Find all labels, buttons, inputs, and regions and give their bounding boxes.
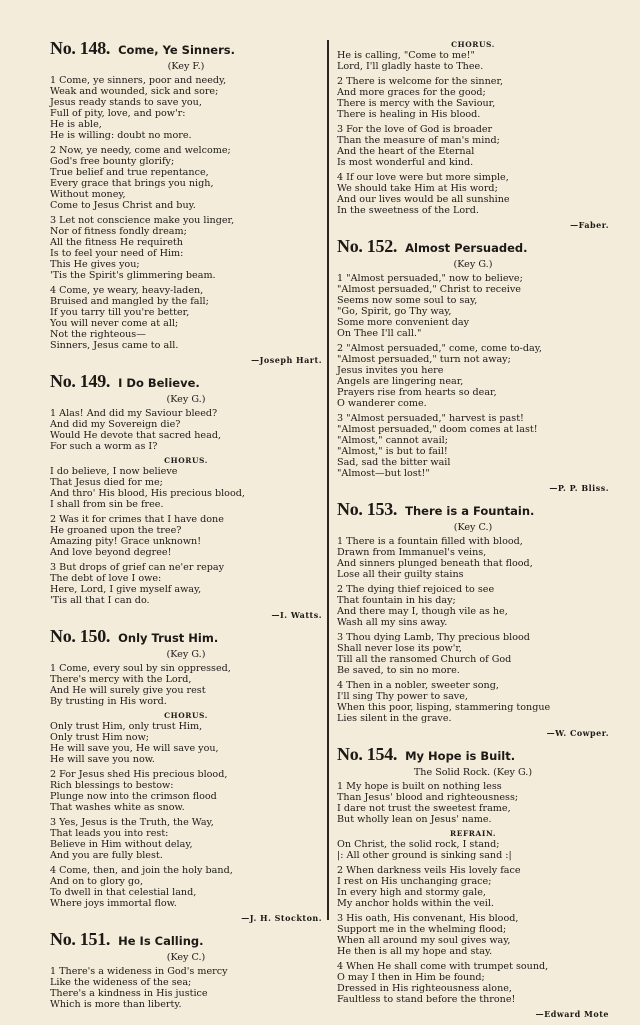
verse-line: By trusting in His word. [50, 696, 167, 707]
hymn-author: —Faber. [570, 220, 609, 230]
verse-line: He is willing: doubt no more. [50, 130, 192, 141]
hymn-header [50, 626, 322, 647]
chorus-line: Only trust Him, only trust Him, [50, 721, 203, 732]
hymn-title: Come, Ye Sinners. [118, 43, 235, 57]
verse-line: Dressed in His righteousness alone, [337, 983, 512, 994]
hymn-header [50, 38, 322, 59]
chorus-label: REFRAIN. [449, 829, 496, 838]
chorus-label: CHORUS. [451, 40, 495, 49]
verse-line: 3 Yes, Jesus is the Truth, the Way, [50, 817, 214, 828]
hymn-number: No. 153. [337, 499, 398, 519]
chorus-line: He is calling, "Come to me!" [337, 50, 475, 61]
stanza [337, 413, 609, 479]
verse-line: There is healing in His blood. [337, 109, 481, 120]
hymn-key: (Key G.) [166, 394, 206, 405]
verse-line: God's free bounty glorify; [50, 156, 175, 167]
verse-line: "Almost persuaded," Christ to receive [337, 284, 521, 295]
chorus-line: I shall from sin be free. [50, 499, 164, 510]
stanza [50, 817, 322, 861]
left-column [50, 38, 322, 1016]
verse-line: You will never come at all; [50, 318, 179, 329]
hymn [50, 371, 322, 620]
verse-line: 3 Thou dying Lamb, Thy precious blood [337, 632, 530, 643]
verse-line: 2 The dying thief rejoiced to see [337, 584, 495, 595]
verse-line: There's mercy with the Lord, [50, 674, 192, 685]
stanza [337, 865, 609, 909]
chorus [50, 721, 322, 765]
verse-line: 'Tis the Spirit's glimmering beam. [50, 270, 216, 281]
verse-line: Jesus invites you here [337, 365, 444, 376]
chorus-line: |: All other ground is sinking sand :| [337, 850, 512, 861]
hymn-author: —I. Watts. [271, 610, 322, 620]
hymn-title: There is a Fountain. [405, 504, 535, 518]
verse-line: That washes white as snow. [50, 802, 185, 813]
hymn-header [337, 236, 609, 257]
stanza [50, 285, 322, 351]
verse-line: "Almost," cannot avail; [337, 435, 448, 446]
verse-line: Some more convenient day [337, 317, 470, 328]
verse-line: Lose all their guilty stains [337, 569, 464, 580]
verse-line: 2 When darkness veils His lovely face [337, 865, 521, 876]
hymn-number: No. 154. [337, 744, 398, 764]
hymn-continued [337, 40, 609, 230]
verse-line: I'll sing Thy power to save, [337, 691, 468, 702]
stanza [50, 514, 322, 558]
stanza [337, 536, 609, 580]
verse-line: 3 Let not conscience make you linger, [50, 215, 235, 226]
hymn [337, 744, 609, 1019]
verse-line: 2 Now, ye needy, come and welcome; [50, 145, 231, 156]
stanza [50, 865, 322, 909]
stanza [50, 408, 322, 452]
verse-line: And you are fully blest. [50, 850, 163, 861]
verse-line: In every high and stormy gale, [337, 887, 486, 898]
verse-line: "Almost persuaded," doom comes at last! [337, 424, 538, 435]
stanza [337, 584, 609, 628]
verse-line: I dare not trust the sweetest frame, [337, 803, 511, 814]
verse-line: Believe in Him without delay, [50, 839, 193, 850]
verse-line: That leads you into rest: [50, 828, 169, 839]
verse-line: And there may I, though vile as he, [337, 606, 508, 617]
verse-line: 2 For Jesus shed His precious blood, [50, 769, 228, 780]
verse-line: There is mercy with the Saviour, [337, 98, 496, 109]
verse-line: Weak and wounded, sick and sore; [50, 86, 219, 97]
hymn-author: —Edward Mote [535, 1009, 609, 1019]
hymn-key: (Key C.) [453, 522, 493, 533]
hymn-author: —J. H. Stockton. [241, 913, 322, 923]
hymn-author: —Joseph Hart. [251, 355, 322, 365]
verse-line: Seems now some soul to say, [337, 295, 478, 306]
verse-line: Like the wideness of the sea; [50, 977, 192, 988]
hymn-title: Almost Persuaded. [405, 241, 528, 255]
verse-line: The debt of love I owe: [50, 573, 162, 584]
verse-line: 2 "Almost persuaded," come, come to-day, [337, 343, 542, 354]
verse-line: 1 There is a fountain filled with blood, [337, 536, 523, 547]
stanza [337, 76, 609, 120]
hymn-key: (Key G.) [166, 649, 206, 660]
verse-line: This He gives you; [50, 259, 140, 270]
verse-line: Shall never lose its pow'r, [337, 643, 462, 654]
verse-line: He groaned upon the tree? [50, 525, 182, 536]
hymn-header [50, 929, 322, 950]
verse-line: 3 But drops of grief can ne'er repay [50, 562, 225, 573]
verse-line: If you tarry till you're better, [50, 307, 190, 318]
stanza [337, 913, 609, 957]
verse-line: Come to Jesus Christ and buy. [50, 200, 196, 211]
chorus-line: That Jesus died for me; [50, 477, 163, 488]
verse-line: 4 Come, then, and join the holy band, [50, 865, 233, 876]
hymn-number: No. 151. [50, 929, 111, 949]
stanza [337, 343, 609, 409]
verse-line: Bruised and mangled by the fall; [50, 296, 209, 307]
verse-line: Where joys immortal flow. [50, 898, 177, 909]
verse-line: True belief and true repentance, [50, 167, 209, 178]
chorus [337, 839, 609, 861]
verse-line: 1 Come, every soul by sin oppressed, [50, 663, 231, 674]
verse-line: Drawn from Immanuel's veins, [337, 547, 487, 558]
verse-line: There's a kindness in His justice [50, 988, 208, 999]
verse-line: When all around my soul gives way, [337, 935, 511, 946]
chorus-line: On Christ, the solid rock, I stand; [337, 839, 500, 850]
verse-line: 2 There is welcome for the sinner, [337, 76, 504, 87]
stanza [50, 145, 322, 211]
verse-line: And the heart of the Eternal [337, 146, 475, 157]
hymn-header [337, 744, 609, 765]
stanza [337, 632, 609, 676]
stanza [337, 781, 609, 825]
verse-line: Than Jesus' blood and righteousness; [337, 792, 519, 803]
hymn-key: (Key F.) [167, 61, 205, 72]
verse-line: "Go, Spirit, go Thy way, [337, 306, 452, 317]
verse-line: Which is more than liberty. [50, 999, 182, 1010]
verse-line: 1 "Almost persuaded," now to believe; [337, 273, 523, 284]
verse-line: That fountain in his day; [337, 595, 456, 606]
chorus-label: CHORUS. [164, 456, 208, 465]
hymn-key: (Key G.) [453, 259, 493, 270]
column-divider [327, 40, 329, 920]
verse-line: On Thee I'll call." [337, 328, 422, 339]
verse-line: Amazing pity! Grace unknown! [50, 536, 202, 547]
verse-line: When this poor, lisping, stammering tongue [337, 702, 551, 713]
hymn-author: —P. P. Bliss. [549, 483, 609, 493]
hymn-header [337, 499, 609, 520]
verse-line: "Almost—but lost!" [337, 468, 430, 479]
verse-line: Without money, [50, 189, 126, 200]
verse-line: In the sweetness of the Lord. [337, 205, 479, 216]
verse-line: My anchor holds within the veil. [337, 898, 494, 909]
verse-line: Plunge now into the crimson flood [50, 791, 217, 802]
verse-line: Nor of fitness fondly dream; [50, 226, 187, 237]
verse-line: 1 There's a wideness in God's mercy [50, 966, 228, 977]
stanza [337, 961, 609, 1005]
verse-line: Support me in the whelming flood; [337, 924, 507, 935]
hymn [50, 929, 322, 1010]
stanza [50, 769, 322, 813]
hymn-title: Only Trust Him. [118, 631, 219, 645]
verse-line: And more graces for the good; [337, 87, 486, 98]
verse-line: O may I then in Him be found; [337, 972, 485, 983]
hymn [50, 38, 322, 365]
verse-line: Sad, sad the bitter wail [337, 457, 451, 468]
verse-line: 1 Come, ye sinners, poor and needy, [50, 75, 227, 86]
hymn-title: My Hope is Built. [405, 749, 516, 763]
hymn-number: No. 152. [337, 236, 398, 256]
verse-line: O wanderer come. [337, 398, 427, 409]
verse-line: Jesus ready stands to save you, [50, 97, 202, 108]
verse-line: And on to glory go, [50, 876, 143, 887]
hymn-key: (Key C.) [166, 952, 206, 963]
verse-line: All the fitness He requireth [50, 237, 183, 248]
verse-line: 3 "Almost persuaded," harvest is past! [337, 413, 524, 424]
chorus [50, 466, 322, 510]
verse-line: 4 If our love were but more simple, [337, 172, 509, 183]
verse-line: Angels are lingering near, [337, 376, 464, 387]
stanza [50, 663, 322, 707]
chorus [337, 50, 609, 72]
verse-line: Is to feel your need of Him: [50, 248, 184, 259]
verse-line: And He will surely give you rest [50, 685, 206, 696]
stanza [337, 273, 609, 339]
hymn-title: I Do Believe. [118, 376, 200, 390]
hymn-number: No. 148. [50, 38, 111, 58]
verse-line: Lies silent in the grave. [337, 713, 452, 724]
verse-line: I rest on His unchanging grace; [337, 876, 492, 887]
verse-line: 4 Then in a nobler, sweeter song, [337, 680, 499, 691]
verse-line: Not the righteous— [50, 329, 146, 340]
verse-line: For such a worm as I? [50, 441, 158, 452]
verse-line: Wash all my sins away. [337, 617, 448, 628]
verse-line: Is most wonderful and kind. [337, 157, 474, 168]
stanza [337, 172, 609, 216]
verse-line: We should take Him at His word; [337, 183, 498, 194]
verse-line: 4 When He shall come with trumpet sound, [337, 961, 549, 972]
chorus-line: Only trust Him now; [50, 732, 150, 743]
chorus-line: And thro' His blood, His precious blood, [50, 488, 245, 499]
verse-line: 2 Was it for crimes that I have done [50, 514, 224, 525]
hymn-key: The Solid Rock. (Key G.) [413, 767, 533, 778]
verse-line: Than the measure of man's mind; [337, 135, 500, 146]
verse-line: 1 Alas! And did my Saviour bleed? [50, 408, 218, 419]
verse-line: Full of pity, love, and pow'r: [50, 108, 186, 119]
verse-line: And did my Sovereign die? [50, 419, 181, 430]
chorus-line: He will save you now. [50, 754, 155, 765]
verse-line: To dwell in that celestial land, [50, 887, 197, 898]
verse-line: Be saved, to sin no more. [337, 665, 460, 676]
hymn-number: No. 149. [50, 371, 111, 391]
verse-line: He then is all my hope and stay. [337, 946, 493, 957]
verse-line: Would He devote that sacred head, [50, 430, 222, 441]
chorus-label: CHORUS. [164, 711, 208, 720]
hymn-header [50, 371, 322, 392]
chorus-line: Lord, I'll gladly haste to Thee. [337, 61, 484, 72]
chorus-line: I do believe, I now believe [50, 466, 178, 477]
stanza [337, 680, 609, 724]
verse-line: Rich blessings to bestow: [50, 780, 174, 791]
verse-line: Till all the ransomed Church of God [337, 654, 512, 665]
verse-line: 3 For the love of God is broader [337, 124, 493, 135]
stanza [50, 215, 322, 281]
verse-line: But wholly lean on Jesus' name. [337, 814, 492, 825]
stanza [337, 124, 609, 168]
chorus-line: He will save you, He will save you, [50, 743, 219, 754]
verse-line: 4 Come, ye weary, heavy-laden, [50, 285, 204, 296]
right-column [337, 38, 609, 1025]
hymn [337, 236, 609, 493]
hymn [50, 626, 322, 923]
hymn-title: He Is Calling. [118, 934, 204, 948]
hymn-number: No. 150. [50, 626, 111, 646]
stanza [50, 966, 322, 1010]
verse-line: 3 His oath, His convenant, His blood, [337, 913, 519, 924]
verse-line: Prayers rise from hearts so dear, [337, 387, 497, 398]
hymn-author: —W. Cowper. [546, 728, 609, 738]
stanza [50, 75, 322, 141]
verse-line: "Almost," is but to fail! [337, 446, 448, 457]
verse-line: And love beyond degree! [50, 547, 172, 558]
verse-line: Here, Lord, I give myself away, [50, 584, 202, 595]
verse-line: And sinners plunged beneath that flood, [337, 558, 533, 569]
verse-line: "Almost persuaded," turn not away; [337, 354, 511, 365]
verse-line: Faultless to stand before the throne! [337, 994, 516, 1005]
verse-line: Sinners, Jesus came to all. [50, 340, 179, 351]
verse-line: Every grace that brings you nigh, [50, 178, 214, 189]
verse-line: 'Tis all that I can do. [50, 595, 150, 606]
verse-line: 1 My hope is built on nothing less [337, 781, 502, 792]
stanza [50, 562, 322, 606]
verse-line: He is able, [50, 119, 102, 130]
hymn [337, 499, 609, 738]
verse-line: And our lives would be all sunshine [337, 194, 510, 205]
